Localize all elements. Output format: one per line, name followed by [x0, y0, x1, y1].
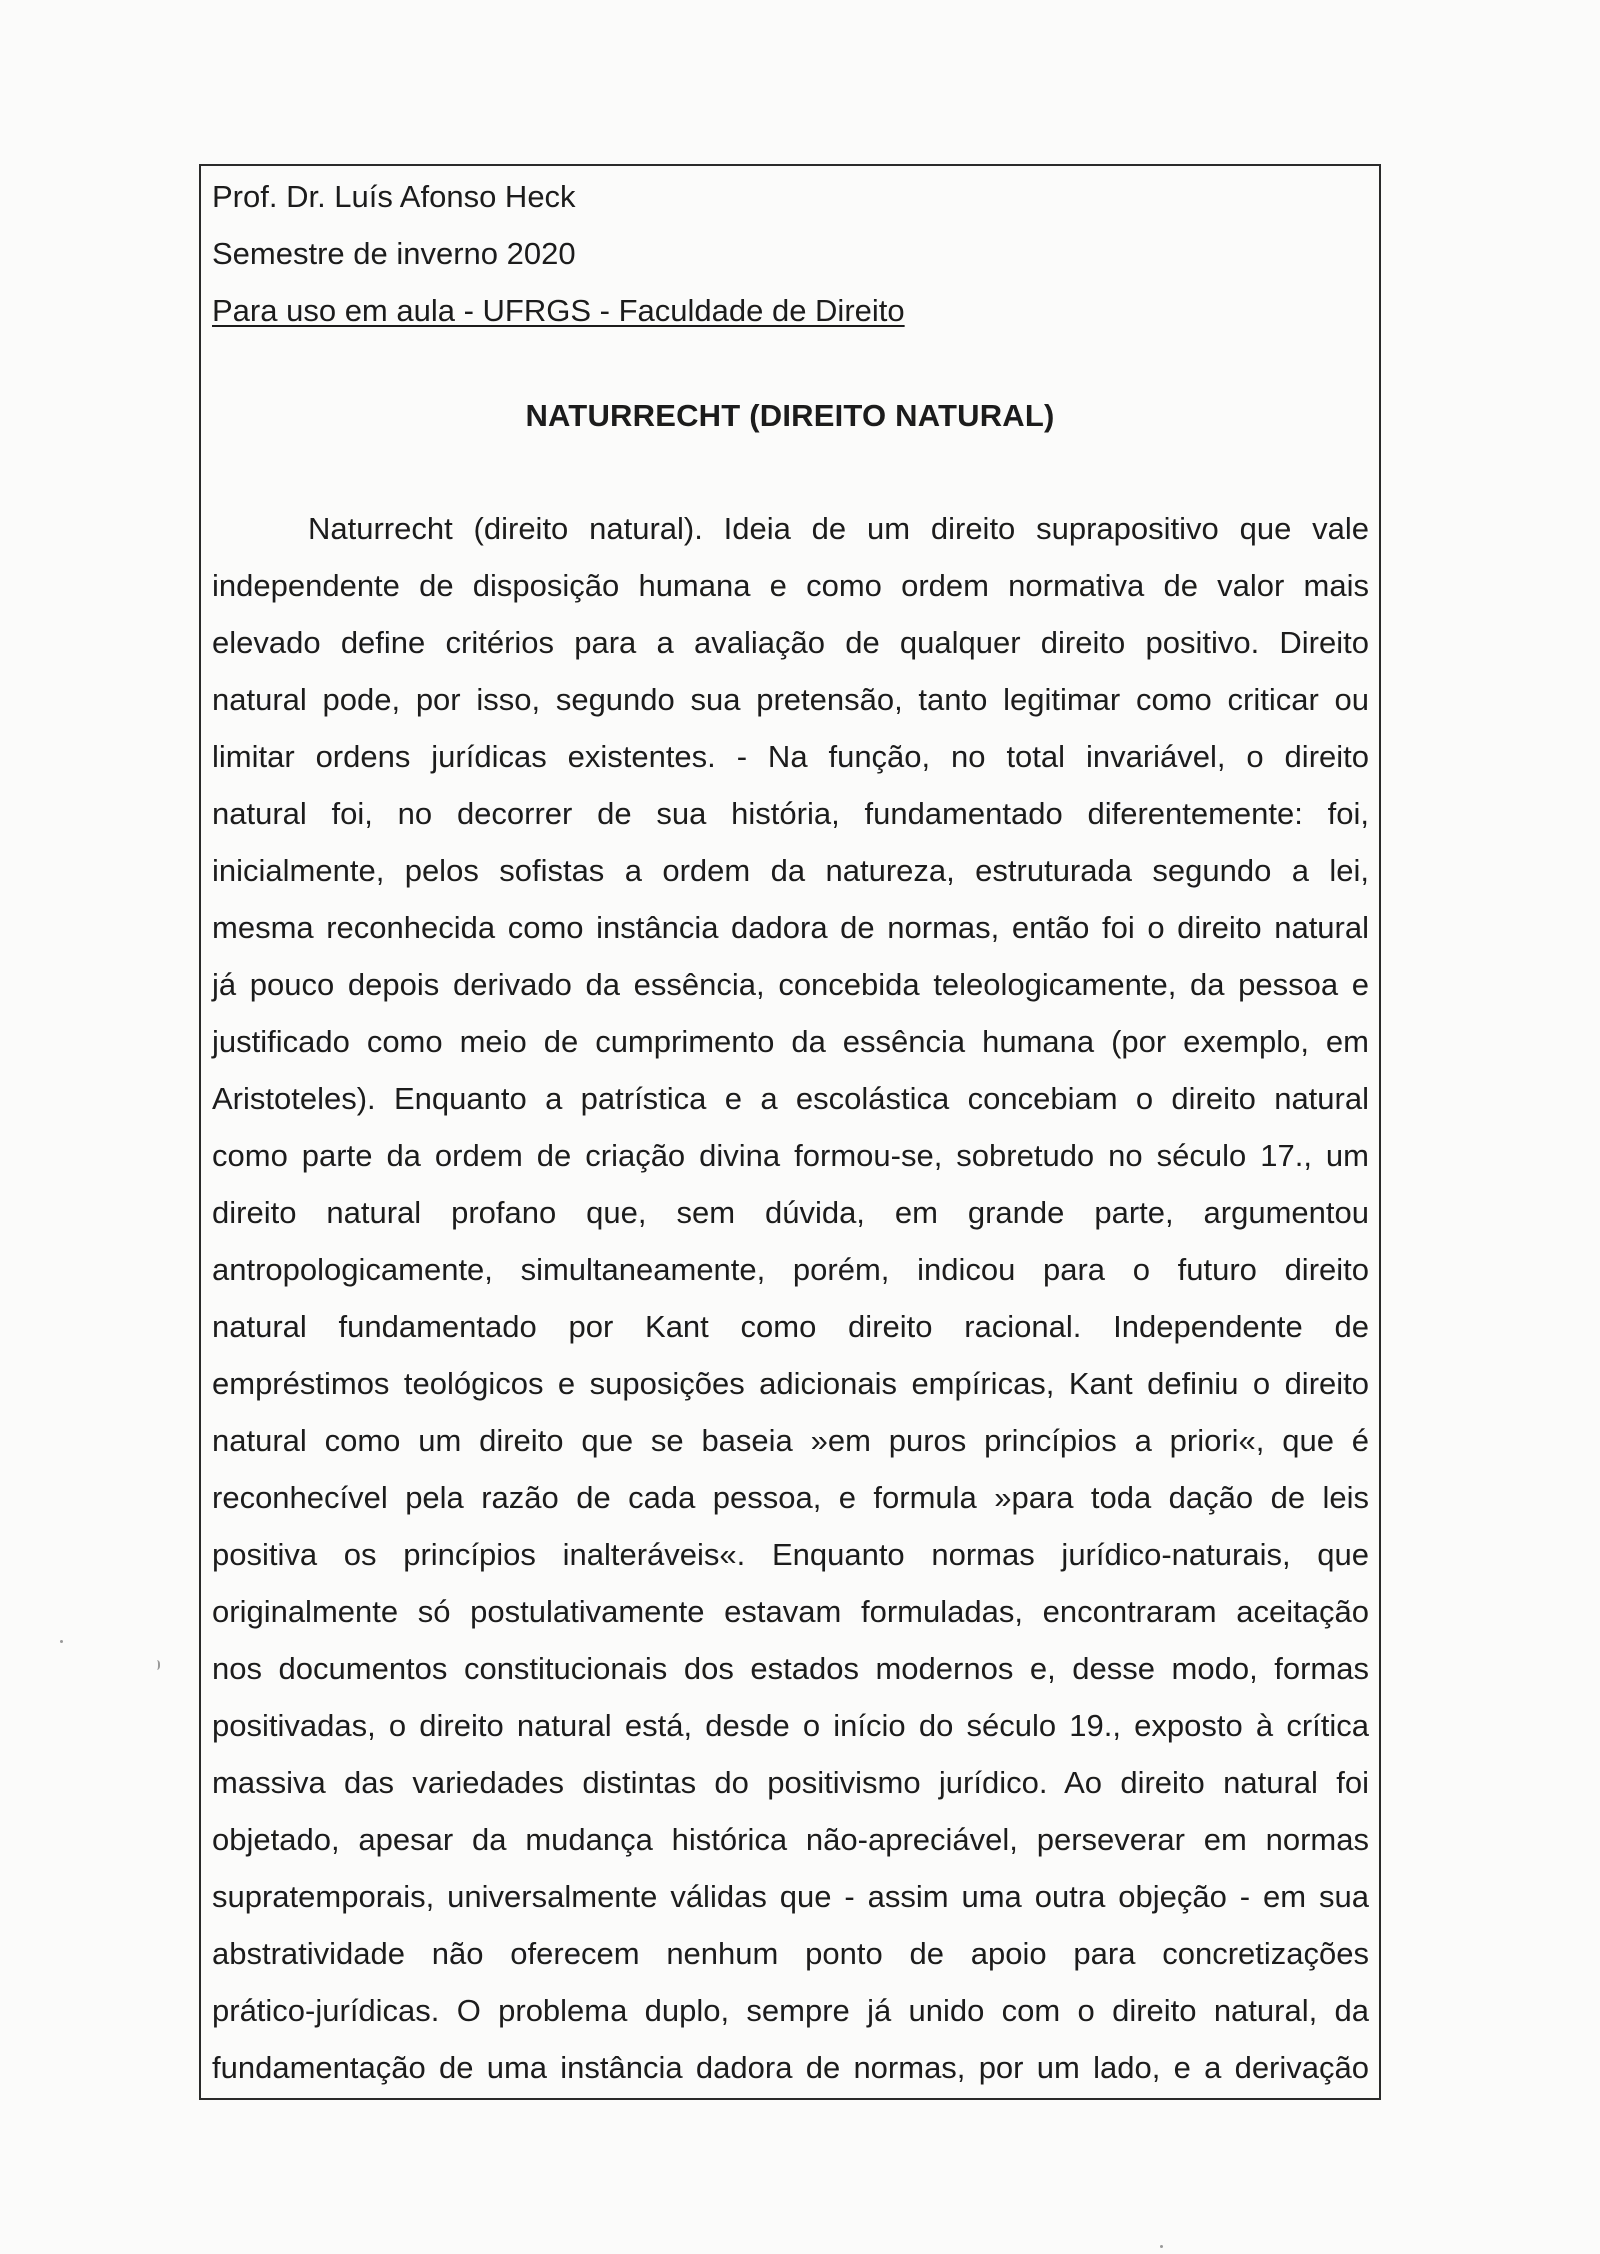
text-line: positivadas, o direito natural está, desde o início do século 19., exposto à crítica	[212, 1708, 1369, 1743]
text-line: reconhecível pela razão de cada pessoa, e formula »para toda dação de leis	[212, 1480, 1369, 1515]
text-line: já pouco depois derivado da essência, concebida teleologicamente, da pessoa e	[212, 967, 1369, 1002]
text-line: originalmente só postulativamente estavam formuladas, encontraram aceitação	[212, 1594, 1369, 1629]
text-line: direito natural profano que, sem dúvida, em grande parte, argumentou	[212, 1195, 1369, 1230]
text-line: Naturrecht (direito natural). Ideia de um direito suprapositivo que vale	[308, 511, 1369, 546]
author-line: Prof. Dr. Luís Afonso Heck	[212, 179, 576, 214]
text-line: massiva das variedades distintas do positivismo jurídico. Ao direito natural foi	[212, 1765, 1369, 1800]
text-line: Aristoteles). Enquanto a patrística e a escolástica concebiam o direito natural	[212, 1081, 1369, 1116]
text-line: justificado como meio de cumprimento da essência humana (por exemplo, em	[212, 1024, 1369, 1059]
document-header	[212, 168, 1369, 339]
text-line: abstratividade não oferecem nenhum ponto de apoio para concretizações	[212, 1936, 1369, 1971]
text-line: independente de disposição humana e como ordem normativa de valor mais	[212, 568, 1369, 603]
scan-speck	[1160, 2245, 1163, 2248]
text-line: fundamentação de uma instância dadora de normas, por um lado, e a derivação	[212, 2050, 1369, 2085]
body-paragraph	[212, 500, 1369, 2096]
semester-line: Semestre de inverno 2020	[212, 236, 576, 271]
text-line: nos documentos constitucionais dos estados modernos e, desse modo, formas	[212, 1651, 1369, 1686]
page-title: NATURRECHT (DIREITO NATURAL)	[525, 398, 1055, 433]
text-line: elevado define critérios para a avaliação de qualquer direito positivo. Direito	[212, 625, 1369, 660]
document-frame	[199, 164, 1381, 2100]
usage-line: Para uso em aula - UFRGS - Faculdade de Direito	[212, 293, 905, 328]
text-line: mesma reconhecida como instância dadora de normas, então foi o direito natural	[212, 910, 1369, 945]
text-line: prático-jurídicas. O problema duplo, sempre já unido com o direito natural, da	[212, 1993, 1369, 2028]
text-line: empréstimos teológicos e suposições adicionais empíricas, Kant definiu o direito	[212, 1366, 1369, 1401]
text-line: natural pode, por isso, segundo sua pretensão, tanto legitimar como criticar ou	[212, 682, 1369, 717]
scan-speck	[60, 1640, 63, 1643]
text-line: inicialmente, pelos sofistas a ordem da natureza, estruturada segundo a lei,	[212, 853, 1369, 888]
text-line: positiva os princípios inalteráveis«. Enquanto normas jurídico-naturais, que	[212, 1537, 1369, 1572]
text-line: supratemporais, universalmente válidas que - assim uma outra objeção - em sua	[212, 1879, 1369, 1914]
text-line: natural fundamentado por Kant como direito racional. Independente de	[212, 1309, 1369, 1344]
scan-speck	[152, 1660, 160, 1670]
text-line: natural foi, no decorrer de sua história, fundamentado diferentemente: foi,	[212, 796, 1369, 831]
text-line: antropologicamente, simultaneamente, porém, indicou para o futuro direito	[212, 1252, 1369, 1287]
text-line: limitar ordens jurídicas existentes. - Na função, no total invariável, o direito	[212, 739, 1369, 774]
text-line: objetado, apesar da mudança histórica não-apreciável, perseverar em normas	[212, 1822, 1369, 1857]
text-line: natural como um direito que se baseia »em puros princípios a priori«, que é	[212, 1423, 1369, 1458]
text-line: como parte da ordem de criação divina formou-se, sobretudo no século 17., um	[212, 1138, 1369, 1173]
